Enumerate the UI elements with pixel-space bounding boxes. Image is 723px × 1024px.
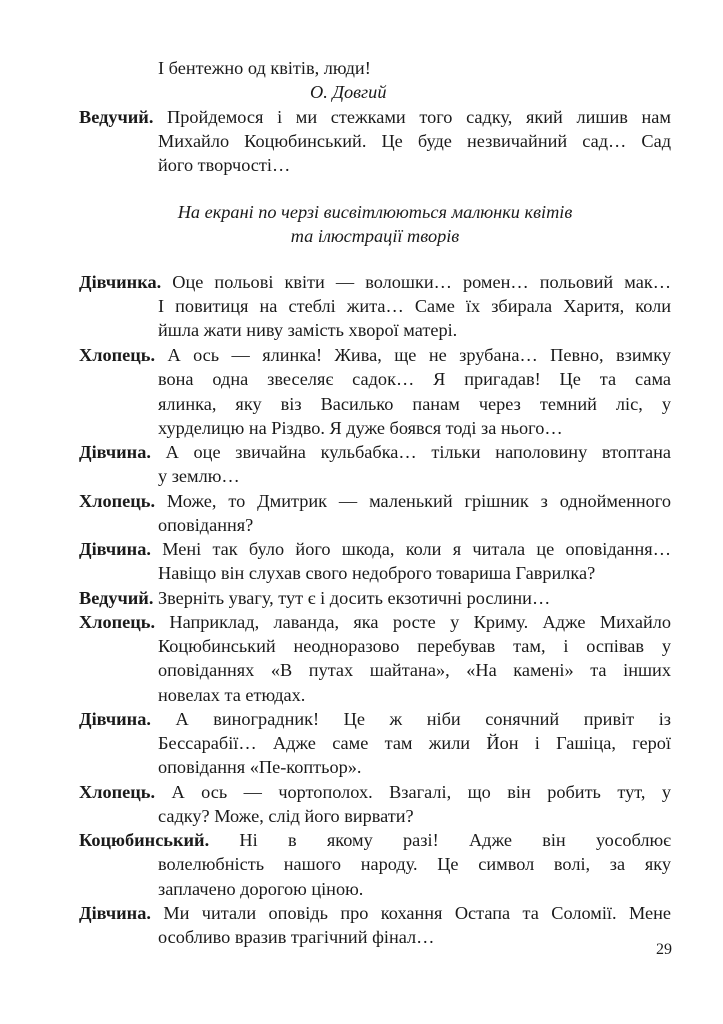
- paragraph-line: хурделицю на Різдво. Я дуже боявся тоді за нього…: [158, 418, 563, 438]
- paragraph-text: Ми читали оповідь про кохання Остапа та Соломії. Мене: [150, 903, 671, 923]
- paragraph-first-line: [79, 440, 671, 465]
- paragraph-line: садку? Може, слід його вирвати?: [158, 806, 414, 826]
- paragraph-text: А ось — ялинка! Жива, ще не зрубана… Певно, взимку: [155, 345, 671, 365]
- paragraph-text: Наприклад, лаванда, яка росте у Криму. Адже Михайло: [155, 612, 671, 632]
- paragraph-line: йшла жати ниву замість хворої матері.: [158, 320, 458, 340]
- paragraph-first-line: [79, 489, 671, 514]
- page-number: 29: [656, 941, 672, 958]
- paragraph-text: Мені так було його шкода, коли я читала це оповідання…: [150, 539, 671, 559]
- paragraph-text: Пройдемося і ми стежками того садку, який лишив нам: [153, 107, 671, 127]
- paragraph-line: волелюбність нашого народу. Це символ волі, за яку: [158, 854, 671, 874]
- paragraph-first-line: [79, 901, 671, 926]
- paragraph-line: оповідання «Пе-коптьор».: [158, 757, 362, 777]
- speaker-label: Хлопець.: [79, 612, 156, 632]
- paragraph-line: у землю…: [158, 466, 240, 486]
- paragraph-text: Оце польові квіти — волошки… ромен… польовий мак…: [161, 272, 671, 292]
- paragraph-text: Зверніть увагу, тут є і досить екзотичні рослини…: [153, 588, 551, 608]
- poem-author: О. Довгий: [310, 82, 387, 102]
- paragraph-line: Бессарабії… Адже саме там жили Йон і Гашіца, герої: [158, 733, 671, 753]
- stage-direction-line: На екрані по черзі висвітлюються малюнки квітів: [177, 202, 573, 222]
- paragraph-line: оповіданнях «В путах шайтана», «На камені» та інших: [158, 660, 671, 680]
- speaker-label: Дівчина.: [79, 903, 151, 923]
- poem-tail: І бентежно од квітів, люди!: [158, 58, 371, 78]
- paragraph-first-line: [79, 610, 671, 635]
- paragraph-first-line: [79, 270, 671, 295]
- paragraph-first-line: [79, 707, 671, 732]
- paragraph-line: особливо вразив трагічний фінал…: [158, 927, 435, 947]
- paragraph-first-line: [79, 828, 671, 853]
- speaker-label: Ведучий.: [79, 107, 154, 127]
- paragraph-first-line: [79, 343, 671, 368]
- paragraph-line: оповідання?: [158, 515, 254, 535]
- speaker-label: Хлопець.: [79, 345, 156, 365]
- speaker-label: Хлопець.: [79, 491, 156, 511]
- speaker-label: Коцюбинський.: [79, 830, 210, 850]
- stage-direction-line: та ілюстрації творів: [290, 226, 460, 246]
- speaker-label: Дівчинка.: [79, 272, 162, 292]
- paragraph-first-line: [79, 537, 671, 562]
- paragraph-first-line: [79, 586, 671, 611]
- paragraph-text: Ні в якому разі! Адже він уособлює: [209, 830, 671, 850]
- paragraph-text: А ось — чортополох. Взагалі, що він робить тут, у: [155, 782, 671, 802]
- speaker-label: Хлопець.: [79, 782, 156, 802]
- paragraph-text: А оце звичайна кульбабка… тільки наполовину втоптана: [150, 442, 671, 462]
- paragraph-line: ялинка, яку віз Василько панам через темний ліс, у: [158, 394, 671, 414]
- speaker-label: Дівчина.: [79, 442, 151, 462]
- paragraph-line: його творчості…: [158, 155, 291, 175]
- paragraph-text: А виноградник! Це ж ніби сонячний привіт із: [150, 709, 671, 729]
- speaker-label: Дівчина.: [79, 709, 151, 729]
- paragraph-text: Може, то Дмитрик — маленький грішник з однойменного: [155, 491, 671, 511]
- paragraph-line: І повитиця на стеблі жита… Саме їх збирала Харитя, коли: [158, 296, 671, 316]
- speaker-label: Ведучий.: [79, 588, 154, 608]
- paragraph-line: Навіщо він слухав свого недоброго товариша Гаврилка?: [158, 563, 596, 583]
- paragraph-line: Михайло Коцюбинський. Це буде незвичайний сад… Сад: [158, 131, 671, 151]
- paragraph-first-line: [79, 780, 671, 805]
- paragraph-line: вона одна звеселяє садок… Я пригадав! Це та сама: [158, 369, 671, 389]
- paragraph-first-line: [79, 105, 671, 130]
- paragraph-line: заплачено дорогою ціною.: [158, 879, 364, 899]
- paragraph-line: новелах та етюдах.: [158, 685, 306, 705]
- speaker-label: Дівчина.: [79, 539, 151, 559]
- paragraph-line: Коцюбинський неодноразово перебував там, і оспівав у: [158, 636, 671, 656]
